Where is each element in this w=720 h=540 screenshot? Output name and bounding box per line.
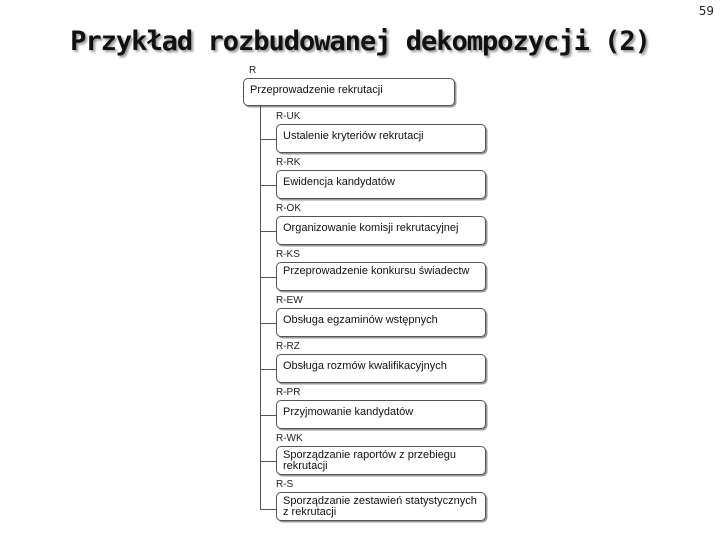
connector-line xyxy=(260,231,276,232)
child-node-box: Organizowanie komisji rekrutacyjnej xyxy=(276,216,486,245)
connector-line xyxy=(260,323,276,324)
connector-line xyxy=(260,185,276,186)
tree-trunk-line xyxy=(260,106,261,510)
child-node-box: Ewidencja kandydatów xyxy=(276,170,486,199)
connector-line xyxy=(260,415,276,416)
slide-number: 59 xyxy=(698,4,714,18)
child-node-box: Obsługa egzaminów wstępnych xyxy=(276,308,486,337)
connector-line xyxy=(260,461,276,462)
node-code: R-KS xyxy=(276,249,300,260)
child-node-box: Ustalenie kryteriów rekrutacji xyxy=(276,124,486,153)
child-node-box: Przeprowadzenie konkursu świadectw xyxy=(276,262,486,291)
node-code: R-UK xyxy=(276,111,301,122)
node-code: R-WK xyxy=(276,433,303,444)
child-node-box: Sporządzanie zestawień statystycznych z rekrutacji xyxy=(276,492,486,521)
node-code: R-RK xyxy=(276,157,301,168)
node-code: R-EW xyxy=(276,295,303,306)
slide-title: Przykład rozbudowanej dekompozycji (2) xyxy=(70,26,650,57)
root-code: R xyxy=(249,65,257,76)
node-code: R-PR xyxy=(276,387,301,398)
connector-line xyxy=(260,139,276,140)
node-code: R-OK xyxy=(276,203,301,214)
connector-line xyxy=(260,277,276,278)
node-code: R-S xyxy=(276,479,294,490)
connector-line xyxy=(260,369,276,370)
child-node-box: Sporządzanie raportów z przebiegu rekrutacji xyxy=(276,446,486,475)
node-code: R-RZ xyxy=(276,341,300,352)
connector-line xyxy=(260,509,276,510)
child-node-box: Obsługa rozmów kwalifikacyjnych xyxy=(276,354,486,383)
root-node-box: Przeprowadzenie rekrutacji xyxy=(243,78,455,106)
child-node-box: Przyjmowanie kandydatów xyxy=(276,400,486,429)
